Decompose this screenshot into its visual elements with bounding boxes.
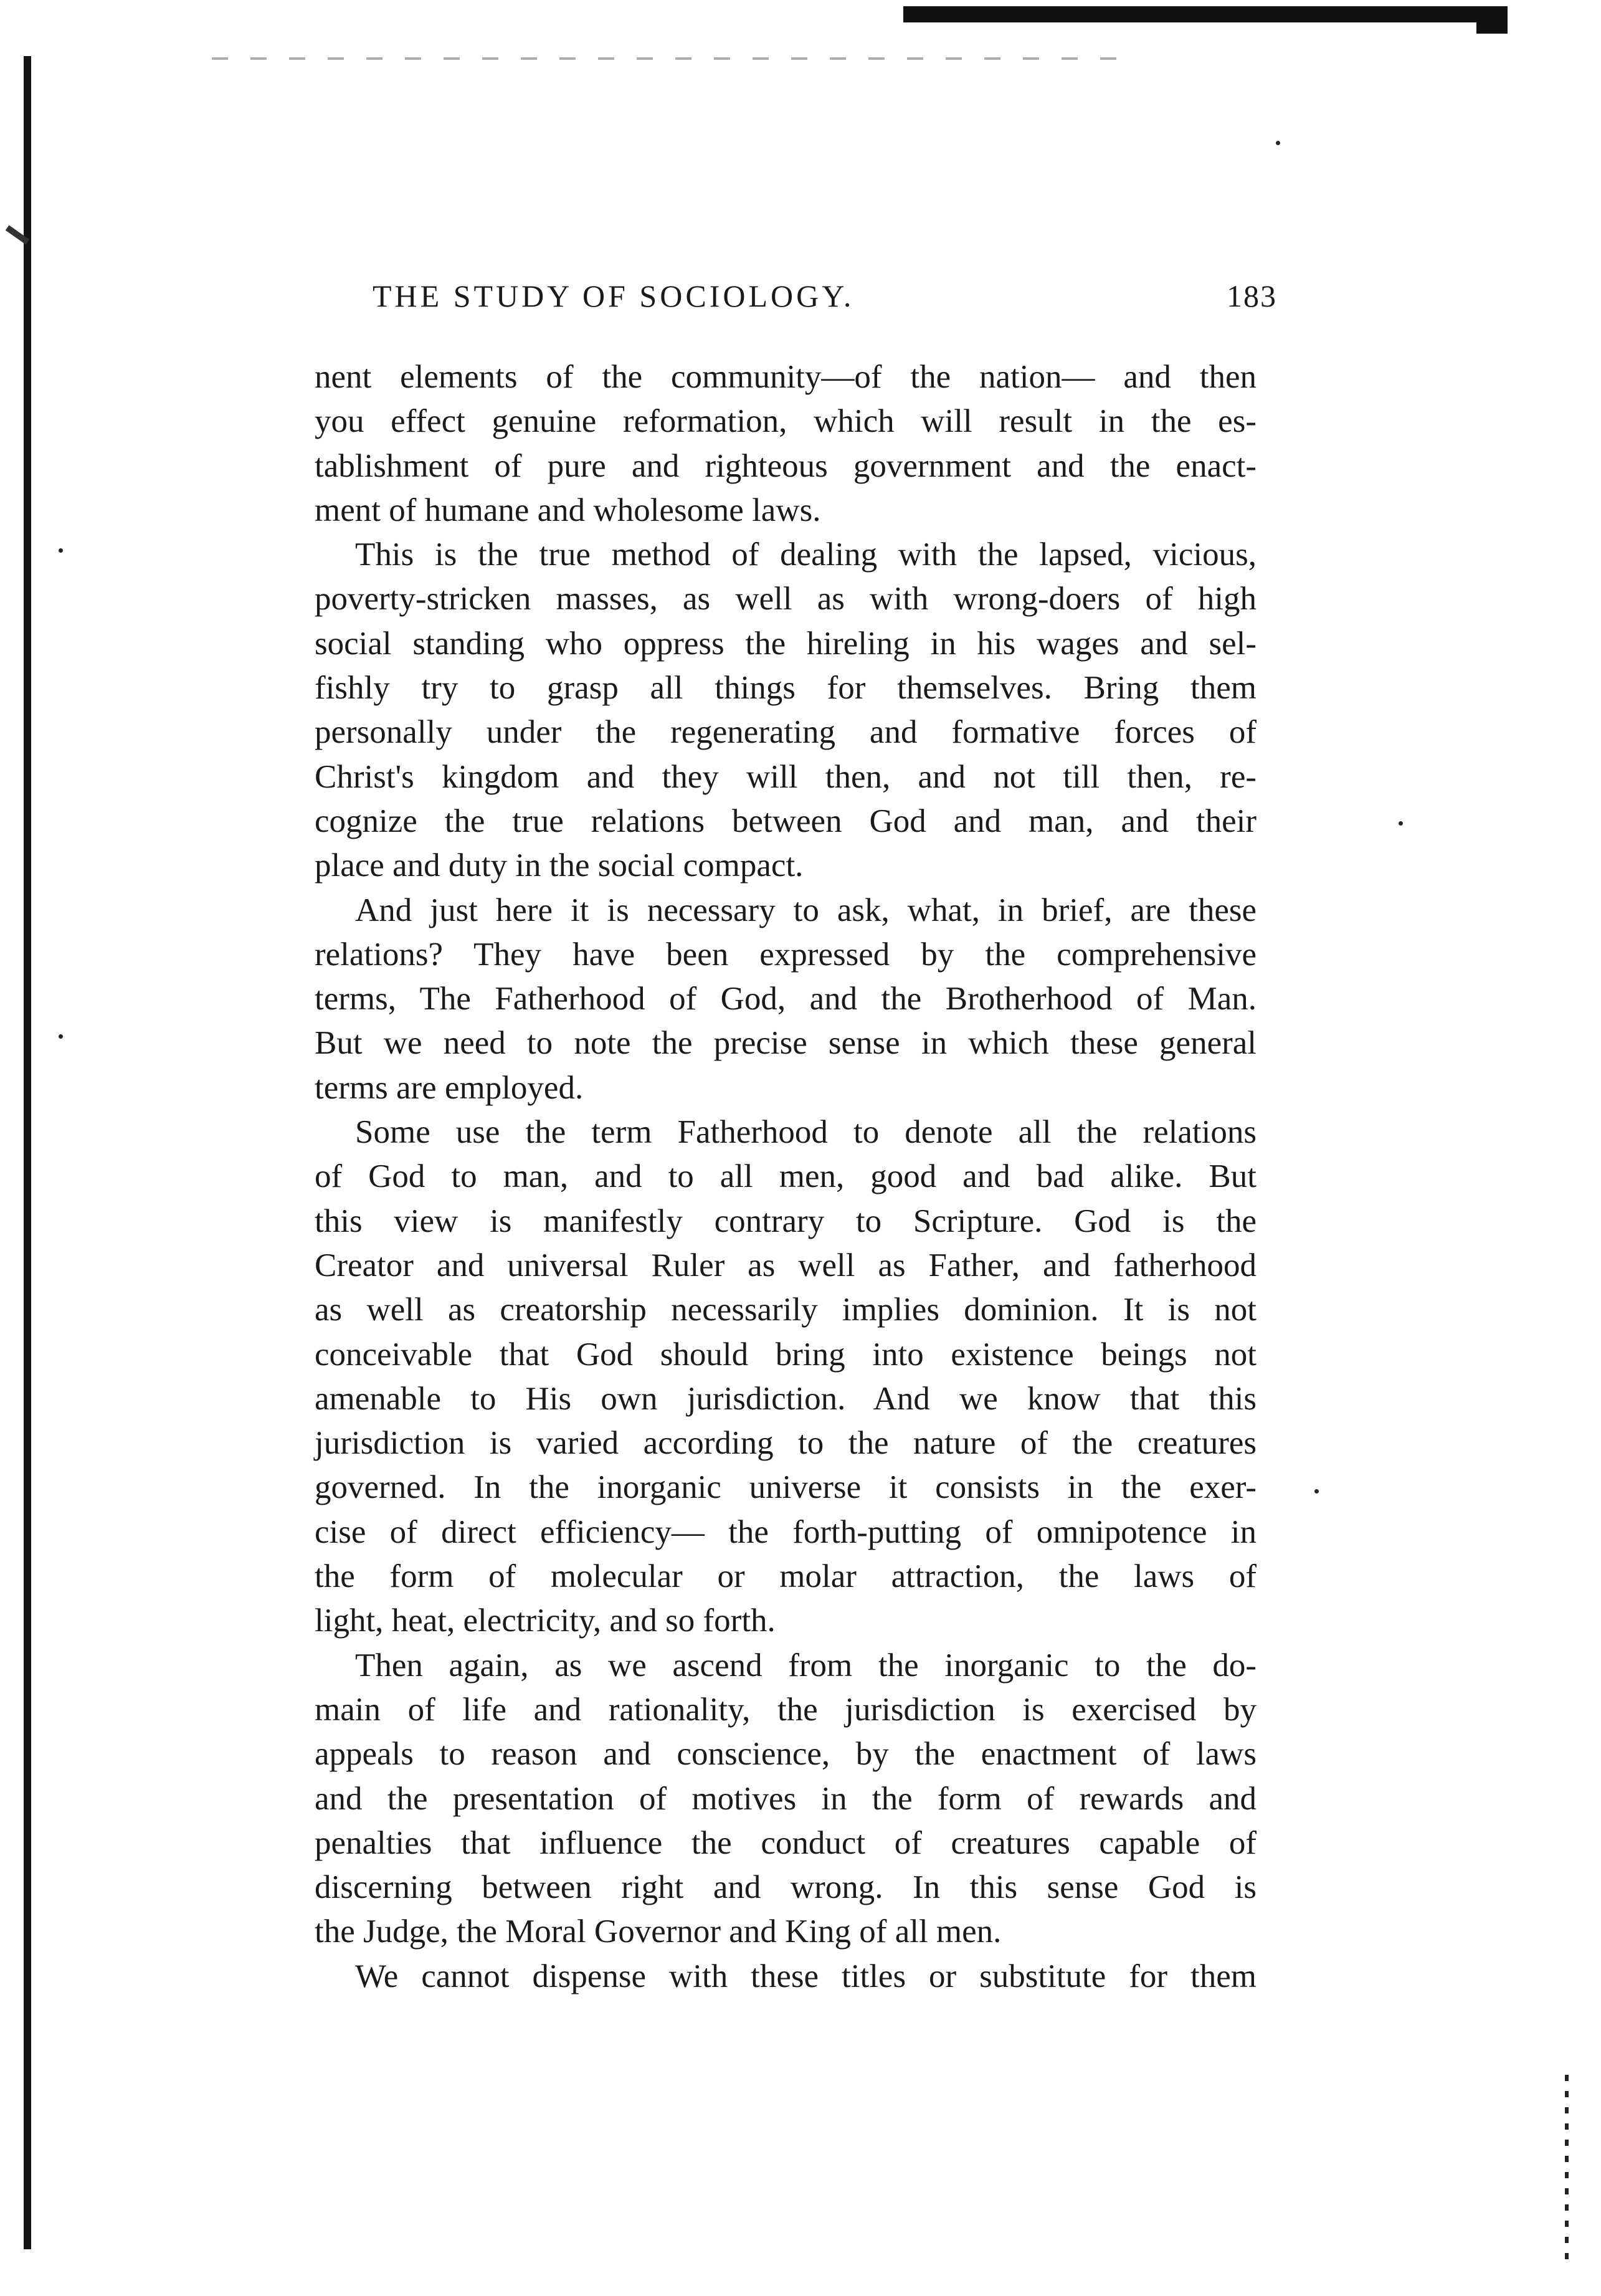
- scan-speck: [1399, 821, 1403, 826]
- text-line: tablishment of pure and righteous government and the enact-: [315, 447, 1257, 484]
- text-line: discerning between right and wrong. In this sense God is: [315, 1869, 1257, 1906]
- text-line: cise of direct efficiency— the forth-putting of omnipotence in: [315, 1513, 1257, 1550]
- running-head: [373, 278, 1277, 322]
- scan-dashes: [212, 57, 1134, 60]
- text-line: as well as creatorship necessarily implies dominion. It is not: [315, 1292, 1257, 1328]
- text-line: Christ's kingdom and they will then, and not till then, re-: [315, 758, 1257, 795]
- text-line: We cannot dispense with these titles or substitute for them: [355, 1958, 1257, 1994]
- text-line: this view is manifestly contrary to Scripture. God is the: [315, 1203, 1257, 1239]
- text-line: of God to man, and to all men, good and bad alike. But: [315, 1158, 1257, 1195]
- text-line: Then again, as we ascend from the inorganic to the do-: [355, 1647, 1257, 1684]
- text-line: poverty-stricken masses, as well as with wrong-doers of high: [315, 581, 1257, 617]
- text-line: place and duty in the social compact.: [315, 847, 804, 884]
- text-line: relations? They have been expressed by the comprehensive: [315, 936, 1257, 973]
- scan-top-bar: [903, 6, 1501, 22]
- text-line: Some use the term Fatherhood to denote all the relations: [355, 1114, 1257, 1151]
- scan-speck: [59, 1034, 63, 1039]
- text-line: and the presentation of motives in the form of rewards and: [315, 1780, 1257, 1817]
- scan-speck: [59, 548, 63, 553]
- text-line: jurisdiction is varied according to the nature of the creatures: [315, 1425, 1257, 1462]
- text-line: fishly try to grasp all things for themselves. Bring them: [315, 670, 1257, 707]
- text-line: This is the true method of dealing with the lapsed, vicious,: [355, 536, 1257, 573]
- scan-speck: [1276, 141, 1280, 145]
- text-line: nent elements of the community—of the nation— and then: [315, 359, 1257, 395]
- text-line: And just here it is necessary to ask, what, in brief, are these: [355, 892, 1257, 928]
- text-line: penalties that influence the conduct of creatures capable of: [315, 1824, 1257, 1861]
- text-line: amenable to His own jurisdiction. And we know that this: [315, 1380, 1257, 1417]
- text-line: the Judge, the Moral Governor and King of all men.: [315, 1913, 1002, 1950]
- text-line: the form of molecular or molar attraction, the laws of: [315, 1558, 1257, 1595]
- text-line: But we need to note the precise sense in which these general: [315, 1025, 1257, 1062]
- text-line: Creator and universal Ruler as well as Father, and fatherhood: [315, 1247, 1257, 1284]
- scan-right-marks: [1565, 2075, 1569, 2262]
- text-line: governed. In the inorganic universe it consists in the exer-: [315, 1469, 1257, 1506]
- scan-speck: [1314, 1489, 1319, 1493]
- text-line: social standing who oppress the hireling in his wages and sel-: [315, 625, 1257, 662]
- text-line: terms, The Fatherhood of God, and the Brotherhood of Man.: [315, 981, 1257, 1017]
- text-line: conceivable that God should bring into existence beings not: [315, 1336, 1257, 1373]
- text-line: ment of humane and wholesome laws.: [315, 492, 821, 528]
- text-line: main of life and rationality, the jurisdiction is exercised by: [315, 1691, 1257, 1728]
- text-line: you effect genuine reformation, which will result in the es-: [315, 403, 1257, 440]
- scan-left-edge: [24, 56, 31, 2249]
- page-number: 183: [1227, 279, 1277, 313]
- text-line: appeals to reason and conscience, by the enactment of laws: [315, 1736, 1257, 1773]
- text-line: personally under the regenerating and formative forces of: [315, 714, 1257, 751]
- body-text: [315, 355, 1257, 1999]
- text-line: cognize the true relations between God and man, and their: [315, 803, 1257, 839]
- text-line: light, heat, electricity, and so forth.: [315, 1603, 776, 1639]
- running-title: THE STUDY OF SOCIOLOGY.: [373, 279, 855, 313]
- text-line: terms are employed.: [315, 1069, 584, 1106]
